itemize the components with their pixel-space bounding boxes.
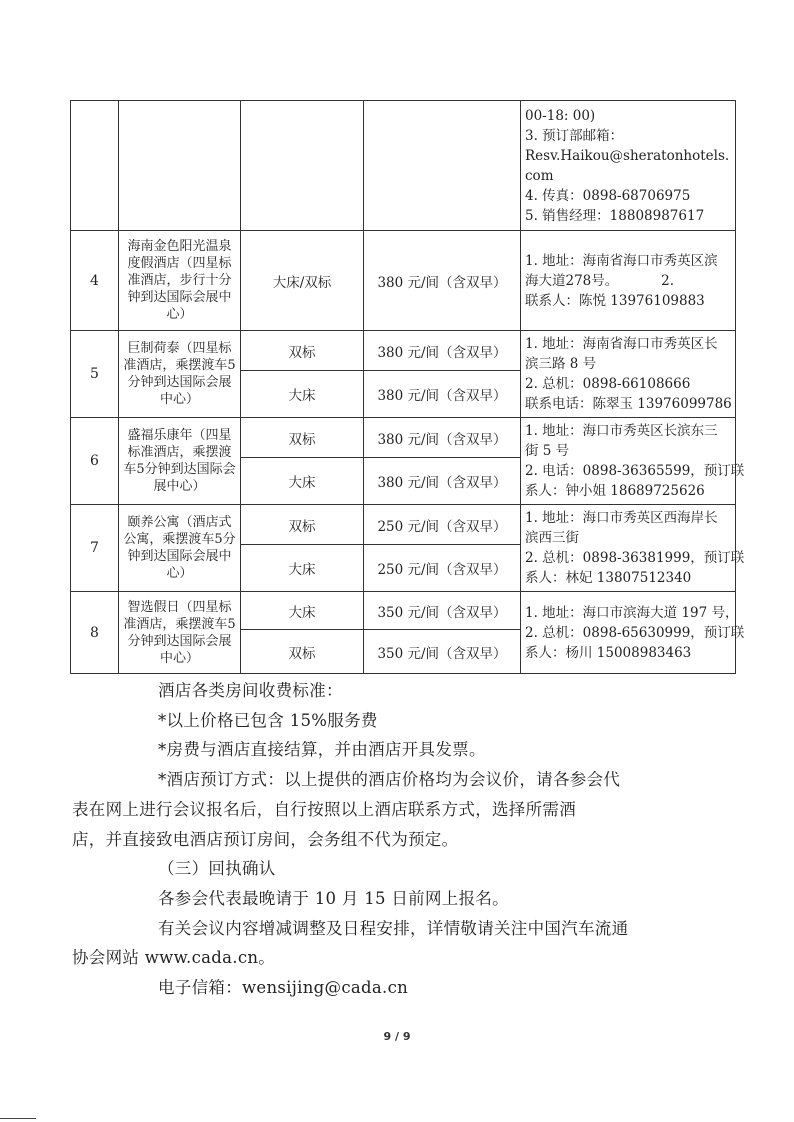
- cell-room: 双标: [241, 418, 364, 458]
- cell-name: 巨制荷泰（四星标准酒店，乘摆渡车5分钟到达国际会展中心）: [119, 331, 241, 418]
- cell-name: [119, 101, 241, 231]
- contact-line: 1. 地址：海口市秀英区长滨东三: [525, 423, 718, 439]
- cell-price: 250 元/间（含双早）: [364, 505, 521, 545]
- contact-line: com: [525, 167, 554, 184]
- cell-room: [241, 101, 364, 231]
- contact-line: Resv.Haikou@sheratonhotels.: [525, 147, 730, 164]
- cell-contact: [521, 592, 745, 674]
- cell-room: 双标: [241, 505, 364, 545]
- page-number: 9 / 9: [383, 1030, 411, 1043]
- footer-divider: [0, 1118, 36, 1119]
- cell-num: 5: [71, 331, 119, 418]
- deadline-text: 各参会代表最晚请于 10 月 15 日前网上报名。: [158, 888, 509, 908]
- contact-line: 4. 传真：0898-68706975: [525, 187, 691, 204]
- contact-line: 联系人：陈悦 13976109883: [525, 292, 705, 309]
- cell-price: 380 元/间（含双早）: [364, 371, 521, 418]
- cell-name: 盛福乐康年（四星标准酒店，乘摆渡车5分钟到达国际会展中心）: [119, 418, 241, 505]
- cell-contact: [521, 101, 736, 231]
- cell-num: 8: [71, 592, 119, 674]
- contact-line: 2. 总机：0898-65630999，预订联: [525, 624, 745, 641]
- cell-room: 大床: [241, 458, 364, 505]
- note-text: 表在网上进行会议报名后，自行按照以上酒店联系方式，选择所需酒: [72, 799, 576, 819]
- cell-price: 380 元/间（含双早）: [364, 418, 521, 458]
- cell-room: 双标: [241, 331, 364, 371]
- contact-line: 2. 总机：0898-66108666: [525, 376, 691, 392]
- contact-line: 系人：林妃 13807512340: [525, 570, 692, 586]
- note-text: 协会网站 www.cada.cn。: [72, 948, 276, 968]
- cell-price: 250 元/间（含双早）: [364, 545, 521, 592]
- contact-line: 滨西三街: [525, 530, 579, 546]
- cell-price: 380 元/间（含双早）: [364, 231, 521, 331]
- note-text: 店，并直接致电酒店预订房间，会务组不代为预定。: [72, 829, 459, 849]
- cell-name: 颐养公寓（酒店式公寓，乘摆渡车5分钟到达国际会展中心）: [119, 505, 241, 592]
- contact-line: 街 5 号: [525, 443, 570, 459]
- cell-room: 大床/双标: [241, 231, 364, 331]
- cell-num: 7: [71, 505, 119, 592]
- hotel-table: [70, 100, 745, 674]
- note-bullet: *酒店预订方式：以上提供的酒店价格均为会议价，请各参会代: [158, 770, 621, 790]
- cell-num: [71, 101, 119, 231]
- contact-line: 滨三路 8 号: [525, 356, 597, 372]
- contact-line: 联系电话：陈翠玉 13976099786: [525, 396, 732, 412]
- contact-line: 2. 总机：0898-36381999，预订联: [525, 550, 745, 566]
- note-bullet: *房费与酒店直接结算，并由酒店开具发票。: [158, 740, 486, 760]
- cell-price: 350 元/间（含双早）: [364, 630, 521, 674]
- notes-section: [72, 676, 690, 1003]
- table-row: [71, 231, 736, 331]
- cell-name: 智选假日（四星标准酒店，乘摆渡车5分钟到达国际会展中心）: [119, 592, 241, 674]
- contact-line: 系人：钟小姐 18689725626: [525, 483, 705, 499]
- contact-line: 系人：杨川 15008983463: [525, 644, 692, 661]
- cell-price: 350 元/间（含双早）: [364, 592, 521, 630]
- cell-price: 380 元/间（含双早）: [364, 331, 521, 371]
- note-bullet: *以上价格已包含 15%服务费: [158, 710, 378, 730]
- contact-line: 5. 销售经理：18808987617: [525, 207, 705, 224]
- cell-contact: [521, 505, 745, 592]
- cell-room: 大床: [241, 592, 364, 630]
- table-row: [71, 331, 736, 371]
- contact-line: 00-18: 00): [525, 107, 596, 124]
- cell-contact: [521, 331, 736, 418]
- notes-heading: 酒店各类房间收费标准：: [158, 681, 343, 700]
- contact-line: 海大道278号。 2.: [525, 272, 675, 289]
- contact-line: 2. 电话：0898-36365599，预订联: [525, 463, 745, 479]
- cell-room: 大床: [241, 545, 364, 592]
- cell-name: 海南金色阳光温泉度假酒店（四星标准酒店，步行十分钟到达国际会展中心）: [119, 231, 241, 331]
- cell-price: 380 元/间（含双早）: [364, 458, 521, 505]
- email-text: 电子信箱：wensijing@cada.cn: [158, 978, 409, 998]
- table-row: [71, 505, 736, 545]
- contact-line: 1. 地址：海南省海口市秀英区长: [525, 336, 718, 352]
- cell-num: 4: [71, 231, 119, 331]
- contact-line: 1. 地址：海南省海口市秀英区滨: [525, 252, 718, 269]
- contact-line: 3. 预订部邮箱：: [525, 127, 624, 144]
- cell-contact: [521, 231, 736, 331]
- table-row-continued: [71, 101, 736, 231]
- contact-line: 1. 地址：海口市滨海大道 197 号，: [525, 604, 739, 621]
- table-row: [71, 418, 736, 458]
- cell-room: 双标: [241, 630, 364, 674]
- table-row: [71, 592, 736, 630]
- cell-contact: [521, 418, 745, 505]
- section-heading: （三）回执确认: [158, 859, 276, 879]
- contact-line: 1. 地址：海口市秀英区西海岸长: [525, 510, 718, 526]
- cell-room: 大床: [241, 371, 364, 418]
- cell-price: [364, 101, 521, 231]
- note-text: 有关会议内容增减调整及日程安排，详情敬请关注中国汽车流通: [158, 918, 629, 938]
- cell-num: 6: [71, 418, 119, 505]
